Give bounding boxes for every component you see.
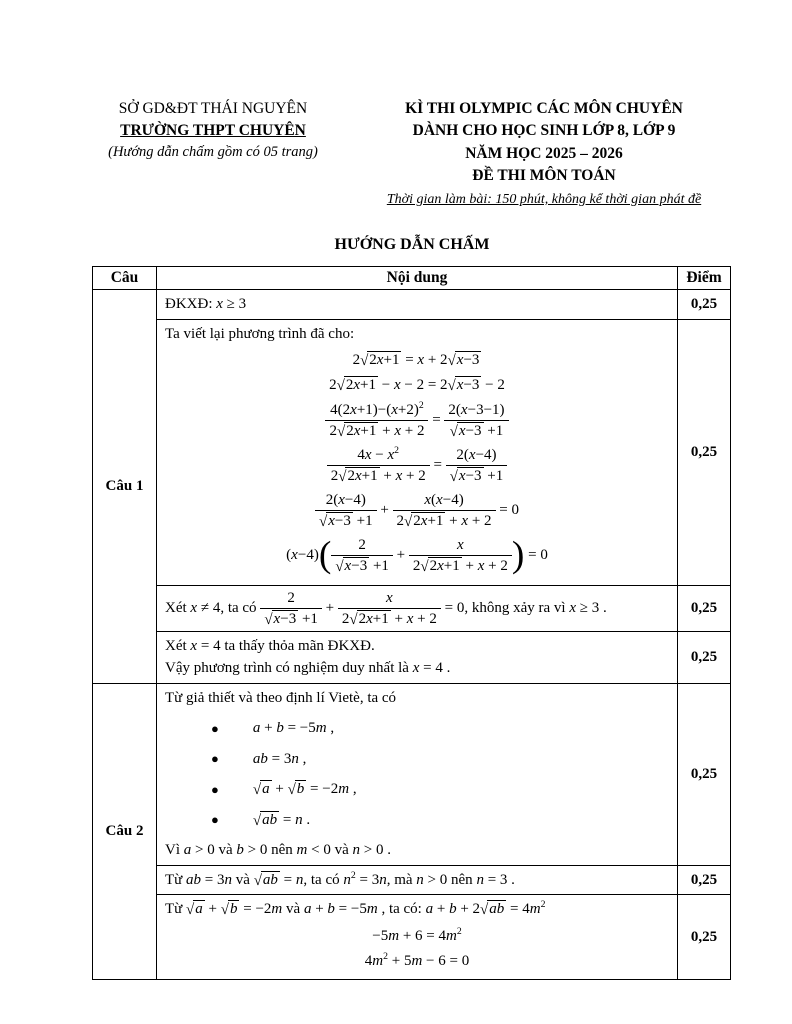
inline-math: $\frac{2}{√x-3 +1}$ + $\frac{x}{2√2x+1 + x + 2}$ = 0 (260, 600, 464, 616)
inline-math: √ab = n . (252, 811, 311, 829)
text-run: , không xảy ra vì (464, 599, 570, 616)
inline-math: $n^2 = 3n$ (343, 869, 387, 888)
inline-math: a + b = −5m (303, 901, 378, 918)
content-cell (157, 319, 678, 585)
content-cell (157, 865, 678, 895)
text-run: . (442, 660, 451, 677)
text-run: . (383, 842, 391, 859)
score-cell: 0,25 (678, 683, 731, 865)
text-run: , ta có (303, 871, 344, 888)
text-run: và (214, 842, 237, 859)
exam-block (376, 98, 712, 210)
text-run: , ta có: (377, 901, 426, 918)
text-run: Từ (165, 901, 187, 918)
text-run: . (599, 599, 607, 616)
bullet-icon: ● (211, 812, 219, 828)
inline-math: ab = 3n (186, 871, 233, 888)
column-header-cau: Câu (93, 267, 157, 290)
text-run: nên (267, 842, 297, 859)
bullet-icon: ● (211, 751, 219, 767)
score-cell: 0,25 (678, 895, 731, 980)
exam-name: KÌ THI OLYMPIC CÁC MÔN CHUYÊN (405, 100, 683, 117)
score-cell: 0,25 (678, 319, 731, 585)
content-cell (157, 895, 678, 980)
exam-duration: Thời gian làm bài: 150 phút, không kể thời gian phát đề (386, 191, 702, 207)
text-run: Vì (165, 842, 184, 859)
page-title: HƯỚNG DẪN CHẤM (334, 236, 490, 254)
inline-math: x = 4 (412, 660, 443, 677)
display-equation: (x−4)( $\frac{2}{√x-3 +1}$ + $\frac{x}{2√2x+1 + x + 2}$ ) = 0 (286, 535, 548, 577)
inline-math: n > 0 (352, 842, 384, 859)
table-row (93, 585, 731, 631)
exam-subject: ĐỀ THI MÔN TOÁN (472, 167, 616, 185)
bullet-item (211, 748, 669, 771)
score-cell: 0,25 (678, 290, 731, 320)
issuer-block (92, 98, 334, 163)
inline-math: n = 3 (476, 871, 508, 888)
text-run: và (232, 871, 254, 888)
text-run: ta có (224, 599, 261, 616)
inline-math: m < 0 (296, 842, 331, 859)
department-name: SỞ GD&ĐT THÁI NGUYÊN (118, 100, 308, 117)
table-row (93, 895, 731, 980)
display-equation: 2√2x+1 − x − 2 = 2√x−3 − 2 (329, 376, 505, 394)
inline-math: x ≥ 3 (216, 296, 247, 313)
display-equation: 2√2x+1 = x + 2√x−3 (352, 352, 480, 370)
question-label-cell: Câu 1 (93, 290, 157, 684)
text-run: Từ (165, 871, 187, 888)
score-cell: 0,25 (678, 585, 731, 631)
text-run: Xét (165, 599, 191, 616)
inline-math: ab = 3n , (252, 750, 307, 767)
grading-table-body (93, 290, 731, 980)
inline-math: n > 0 (416, 871, 448, 888)
inline-math: a > 0 (183, 842, 215, 859)
exam-audience: DÀNH CHO HỌC SINH LỚP 8, LỚP 9 (412, 122, 676, 140)
document-header (92, 98, 732, 210)
inline-math: b > 0 (236, 842, 268, 859)
school-year: NĂM HỌC 2025 – 2026 (465, 144, 623, 162)
inline-math: x = 4 (190, 637, 221, 654)
display-equation: $-5m + 6 = 4m^2$ (372, 925, 462, 944)
bullet-icon: ● (211, 720, 219, 736)
inline-math: x ≠ 4, (190, 599, 225, 616)
bullet-item (211, 717, 669, 740)
page-content (92, 98, 732, 980)
grading-table (92, 266, 731, 980)
table-row (93, 865, 731, 895)
inline-math: $a + b + 2√ab = 4m^2$ (425, 899, 546, 919)
table-row (93, 290, 731, 320)
text-run: nên (447, 871, 477, 888)
display-equation: $\frac{4x - x^2}{2√2x+1 + x + 2}$ = $\frac{2(x-4)}{√x-3 +1}$ (165, 446, 669, 485)
table-row (93, 631, 731, 683)
score-cell: 0,25 (678, 865, 731, 895)
inline-math: √ab = n (253, 871, 304, 889)
pages-note: (Hướng dẫn chấm gồm có 05 trang) (108, 144, 318, 160)
display-equation: $\frac{4(2x+1)-(x+2)^2}{2√2x+1 + x + 2}$ = $\frac{2(x-3-1)}{√x-3 +1}$ (165, 401, 669, 440)
inline-math: √a + √b = −2m , (252, 781, 357, 799)
text-run: , mà (386, 871, 417, 888)
column-header-diem: Điểm (678, 267, 731, 290)
content-cell (157, 683, 678, 865)
text-run: Vậy phương trình có nghiệm duy nhất là (165, 660, 413, 677)
text-run: Từ giả thiết và theo định lí Vietè, ta có (165, 689, 397, 706)
inline-math: x ≥ 3 (569, 599, 600, 616)
inline-math: a + b = −5m , (252, 720, 335, 737)
display-equation: $\frac{2(x-4)}{√x-3 +1}$ + $\frac{x(x-4)}{2√2x+1 + x + 2}$ = 0 (165, 491, 669, 530)
text-run: Xét (165, 637, 191, 654)
display-equation: $4m^2 + 5m - 6 = 0$ (364, 950, 470, 969)
text-run: và (330, 842, 353, 859)
score-cell: 0,25 (678, 631, 731, 683)
bullet-item (211, 778, 669, 801)
question-label-cell: Câu 2 (93, 683, 157, 980)
table-header-row (93, 267, 731, 290)
table-row (93, 683, 731, 865)
text-run: và (282, 901, 304, 918)
school-name: TRƯỜNG THPT CHUYÊN (120, 122, 306, 139)
text-run: . (507, 871, 515, 888)
bullet-icon: ● (211, 781, 219, 797)
column-header-noidung: Nội dung (157, 267, 678, 290)
text-run: Ta viết lại phương trình đã cho: (165, 325, 355, 342)
content-cell (157, 631, 678, 683)
text-run: ta thấy thỏa mãn ĐKXĐ. (220, 637, 375, 654)
bullet-item (211, 809, 669, 832)
content-cell (157, 585, 678, 631)
text-run: ĐKXĐ: (165, 296, 217, 313)
inline-math: √a + √b = −2m (186, 901, 283, 919)
content-cell (157, 290, 678, 320)
table-row (93, 319, 731, 585)
